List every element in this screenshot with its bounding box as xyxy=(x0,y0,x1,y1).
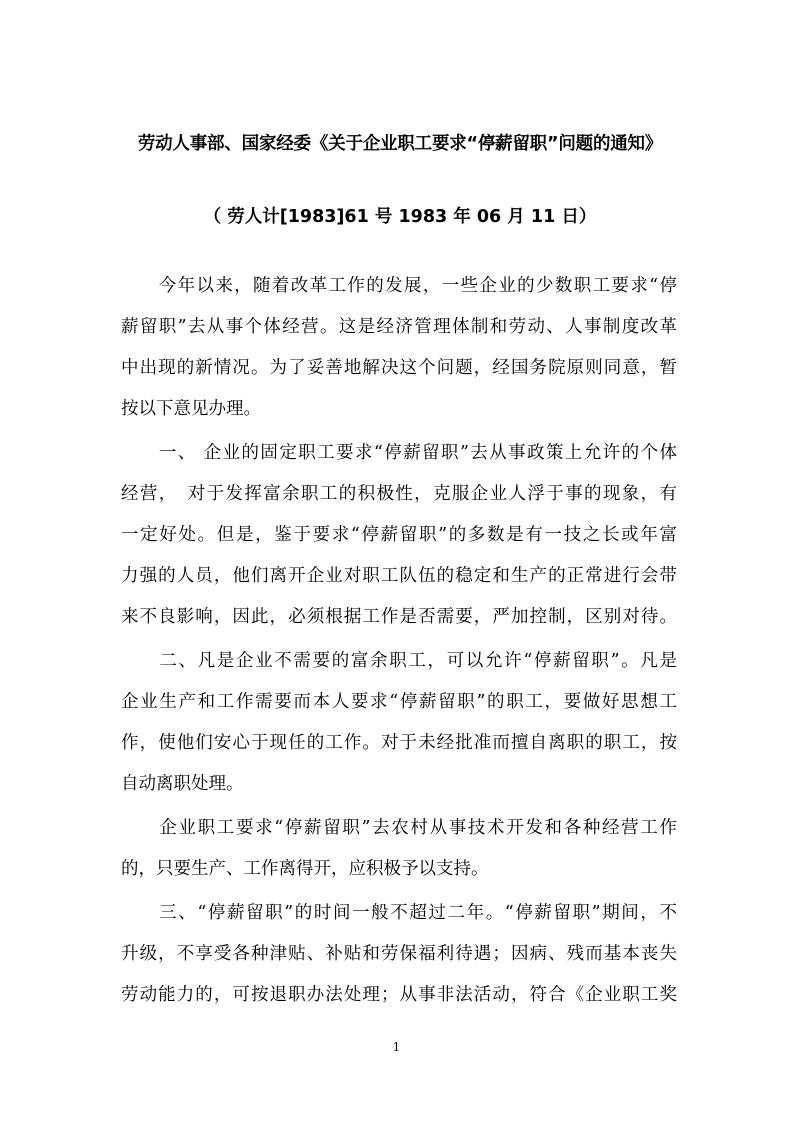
body-line: 力强的人员，他们离开企业对职工队伍的稳定和生产的正常进行会带 xyxy=(121,566,677,586)
body-line: 经营， 对于发挥富余职工的积极性，克服企业人浮于事的现象，有 xyxy=(121,484,677,504)
page-number: 1 xyxy=(392,1040,401,1054)
body-line: 一、 企业的固定职工要求“停薪留职”去从事政策上允许的个体 xyxy=(121,443,677,463)
body-line: 自动离职处理。 xyxy=(121,774,244,794)
document-title: 劳动人事部、国家经委《关于企业职工要求“停薪留职”问题的通知》 xyxy=(137,134,663,154)
body-line: 按以下意见办理。 xyxy=(121,399,261,419)
body-line: 今年以来，随着改革工作的发展，一些企业的少数职工要求“停 xyxy=(121,276,677,296)
body-line: 三、“停薪留职”的时间一般不超过二年。“停薪留职”期间，不 xyxy=(121,903,677,923)
document-subtitle: （ 劳人计[1983]61 号 1983 年 06 月 11 日） xyxy=(203,207,597,227)
body-line: 企业职工要求“停薪留职”去农村从事技术开发和各种经营工作 xyxy=(121,818,677,838)
body-line: 薪留职”去从事个体经营。这是经济管理体制和劳动、人事制度改革 xyxy=(121,317,677,337)
body-line: 一定好处。但是，鉴于要求“停薪留职”的多数是有一技之长或年富 xyxy=(121,525,677,545)
body-line: 二、凡是企业不需要的富余职工，可以允许“停薪留职”。凡是 xyxy=(121,651,677,671)
body-line: 升级，不享受各种津贴、补贴和劳保福利待遇；因病、残而基本丧失 xyxy=(121,944,677,964)
body-line: 作，使他们安心于现任的工作。对于未经批准而擅自离职的职工，按 xyxy=(121,733,677,753)
body-line: 劳动能力的，可按退职办法处理；从事非法活动，符合《企业职工奖 xyxy=(121,985,677,1005)
body-line: 的，只要生产、工作离得开，应积极予以支持。 xyxy=(121,859,489,879)
body-line: 来不良影响，因此，必须根据工作是否需要，严加控制，区别对待。 xyxy=(121,607,677,627)
body-line: 企业生产和工作需要而本人要求“停薪留职”的职工，要做好思想工 xyxy=(121,692,677,712)
body-line: 中出现的新情况。为了妥善地解决这个问题，经国务院原则同意，暂 xyxy=(121,358,677,378)
